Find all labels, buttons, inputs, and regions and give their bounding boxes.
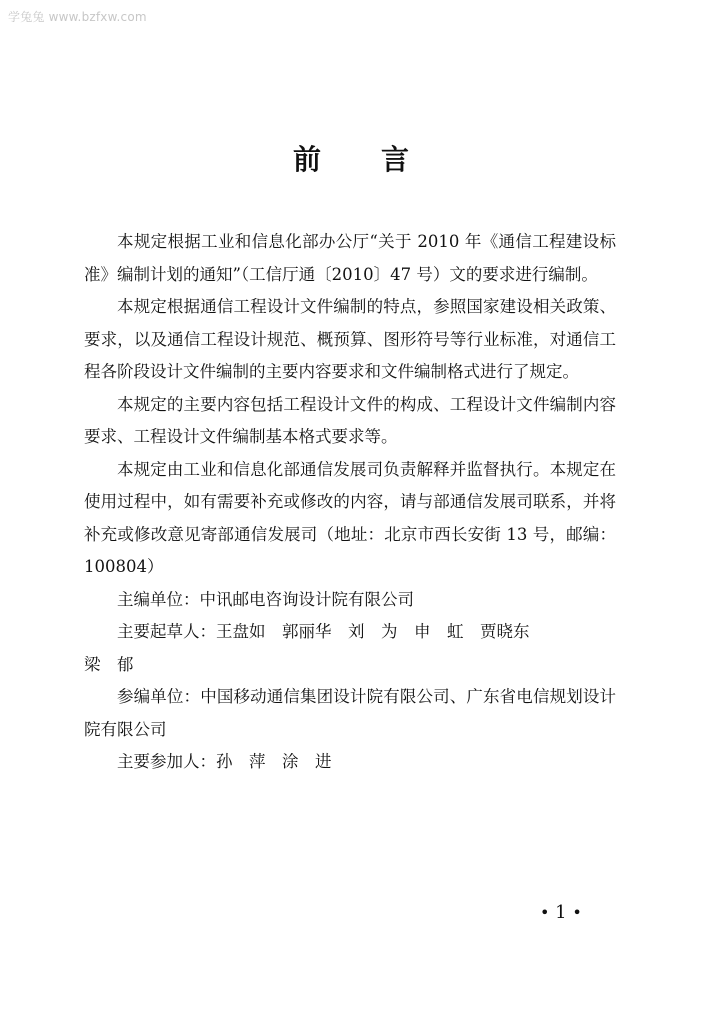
paragraph-4: 本规定由工业和信息化部通信发展司负责解释并监督执行。本规定在使用过程中，如有需要补充或修改的内容，请与部通信发展司联系，并将补充或修改意见寄部通信发展司（地址：北京市西长安街 13 号，邮编：100804） [84,459,616,576]
participants-label: 主要参加人： [117,752,216,771]
drafters-line-continued [84,649,616,682]
participant-name: 孙 萍 [216,752,266,771]
drafters-line [84,616,616,649]
title-char-1: 前 [292,143,321,176]
title-char-2: 言 [381,143,410,176]
chief-unit: 主编单位：中讯邮电咨询设计院有限公司 [117,589,414,609]
drafter-name: 郭丽华 [282,622,332,641]
drafter-name: 刘 为 [348,622,398,641]
participating-units: 参编单位：中国移动通信集团设计院有限公司、广东省电信规划设计院有限公司 [84,687,616,739]
page-number: • 1 • [540,902,582,923]
participant-name: 涂 进 [282,752,332,771]
page-title [0,138,702,178]
paragraph-1: 本规定根据工业和信息化部办公厅“关于 2010 年《通信工程建设标准》编制计划的通知”（工信厅通〔2010〕47 号）文的要求进行编制。 [84,232,616,284]
drafter-name: 王盘如 [216,622,266,641]
paragraph-3: 本规定的主要内容包括工程设计文件的构成、工程设计文件编制内容要求、工程设计文件编制基本格式要求等。 [84,394,616,446]
drafter-name: 梁 郁 [84,654,134,674]
drafter-name: 申 虹 [414,622,464,641]
drafters-label: 主要起草人： [117,622,216,641]
participants-line [84,746,616,779]
watermark-text: 学兔兔 www.bzfxw.com [8,10,147,24]
drafter-name: 贾晓东 [480,622,530,641]
preface-body [84,226,616,779]
paragraph-2: 本规定根据通信工程设计文件编制的特点，参照国家建设相关政策、要求，以及通信工程设计规范、概预算、图形符号等行业标准，对通信工程各阶段设计文件编制的主要内容要求和文件编制格式进行了规定。 [84,297,616,381]
